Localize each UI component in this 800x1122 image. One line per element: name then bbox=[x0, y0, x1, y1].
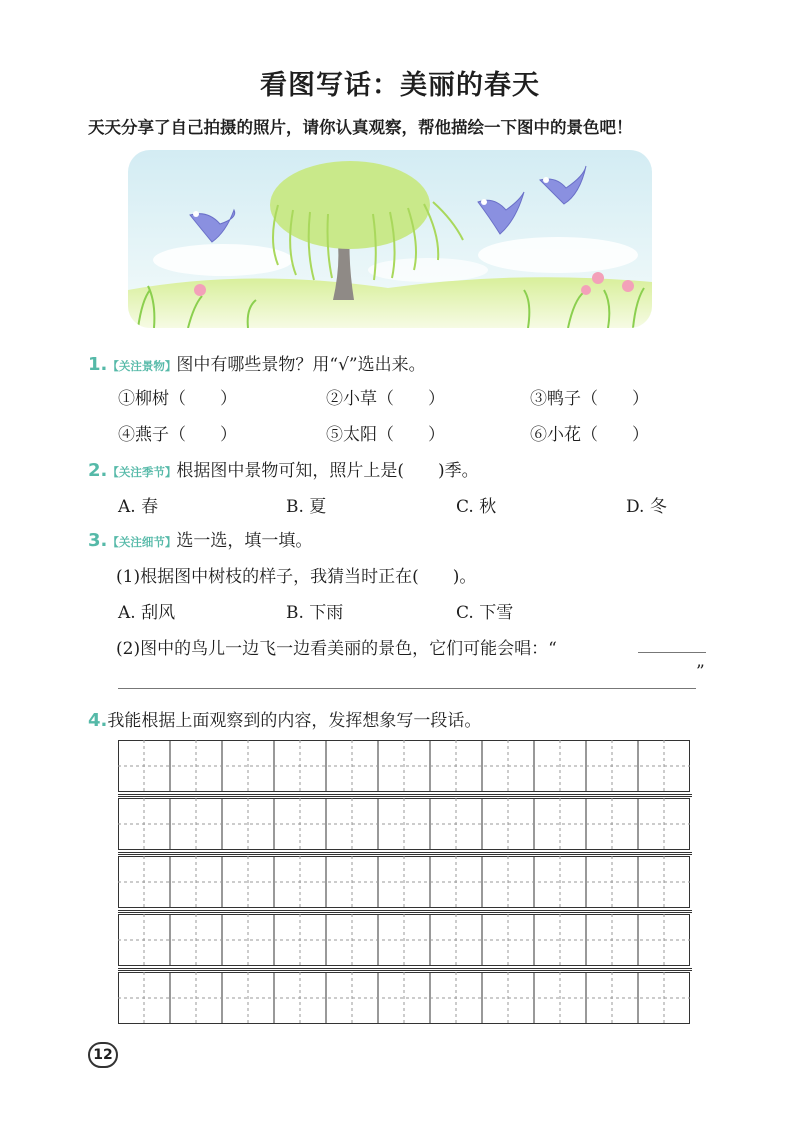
spring-illustration bbox=[128, 150, 652, 328]
row-separator bbox=[118, 794, 692, 797]
q1-option-6[interactable]: ⑥小花（ ） bbox=[530, 425, 649, 445]
question-4 bbox=[88, 706, 481, 731]
q3-option-c[interactable]: C. 下雪 bbox=[456, 603, 514, 623]
q1-option-1[interactable]: ①柳树（ ） bbox=[118, 389, 237, 409]
q2-option-a[interactable]: A. 春 bbox=[118, 497, 159, 517]
q1-option-5[interactable]: ⑤太阳（ ） bbox=[326, 425, 445, 445]
question-3-number: 3. bbox=[88, 530, 108, 551]
page-title: 看图写话：美丽的春天 bbox=[260, 70, 540, 101]
question-2-tag: 【关注季节】 bbox=[107, 465, 177, 479]
answer-line-1[interactable] bbox=[638, 652, 706, 653]
question-2 bbox=[88, 456, 479, 481]
question-2-number: 2. bbox=[88, 460, 108, 481]
q2-option-c[interactable]: C. 秋 bbox=[456, 497, 497, 517]
row-separator bbox=[118, 910, 692, 913]
question-3 bbox=[88, 526, 312, 551]
intro-text: 天天分享了自己拍摄的照片，请你认真观察，帮他描绘一下图中的景色吧！ bbox=[88, 118, 633, 137]
q1-option-3[interactable]: ③鸭子（ ） bbox=[530, 389, 649, 409]
grid-lines bbox=[118, 798, 690, 850]
q1-option-2[interactable]: ②小草（ ） bbox=[326, 389, 445, 409]
grid-lines bbox=[118, 972, 690, 1024]
writing-row-2[interactable] bbox=[118, 798, 690, 850]
writing-row-5[interactable] bbox=[118, 972, 690, 1024]
question-3-sub2: (2)图中的鸟儿一边飞一边看美丽的景色，它们可能会唱：“ bbox=[116, 639, 557, 659]
grid-lines bbox=[118, 856, 690, 908]
row-separator bbox=[118, 968, 692, 971]
answer-line-2[interactable] bbox=[118, 688, 696, 689]
question-3-text: 选一选，填一填。 bbox=[176, 531, 313, 551]
writing-row-3[interactable] bbox=[118, 856, 690, 908]
grid-lines bbox=[118, 914, 690, 966]
q3-option-a[interactable]: A. 刮风 bbox=[118, 603, 176, 623]
question-2-text: 根据图中景物可知，照片上是( )季。 bbox=[176, 461, 479, 481]
spring-scene-image bbox=[128, 150, 652, 328]
closing-quote: ” bbox=[696, 662, 705, 682]
writing-row-4[interactable] bbox=[118, 914, 690, 966]
question-1-text: 图中有哪些景物？用“√”选出来。 bbox=[176, 355, 426, 375]
question-4-text: 我能根据上面观察到的内容，发挥想象写一段话。 bbox=[107, 711, 482, 731]
question-1-number: 1. bbox=[88, 354, 108, 375]
question-3-sub1: (1)根据图中树枝的样子，我猜当时正在( )。 bbox=[116, 567, 477, 587]
row-separator bbox=[118, 852, 692, 855]
q2-option-b[interactable]: B. 夏 bbox=[286, 497, 327, 517]
writing-row-1[interactable] bbox=[118, 740, 690, 792]
question-3-tag: 【关注细节】 bbox=[107, 535, 177, 549]
question-1 bbox=[88, 350, 426, 375]
q3-option-b[interactable]: B. 下雨 bbox=[286, 603, 344, 623]
grid-lines bbox=[118, 740, 690, 792]
page-number: 12 bbox=[88, 1042, 118, 1068]
question-1-tag: 【关注景物】 bbox=[107, 359, 177, 373]
question-4-number: 4. bbox=[88, 710, 108, 731]
q2-option-d[interactable]: D. 冬 bbox=[626, 497, 667, 517]
q1-option-4[interactable]: ④燕子（ ） bbox=[118, 425, 237, 445]
